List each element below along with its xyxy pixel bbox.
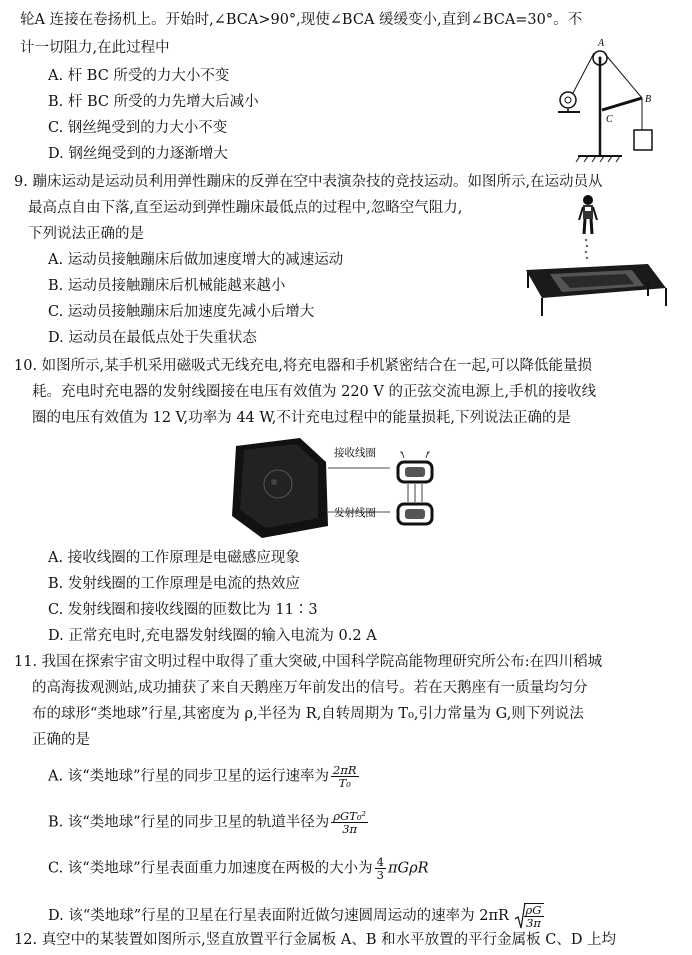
q12-stem-line1: 12. 真空中的某装置如图所示,竖直放置平行金属板 A、B 和水平放置的平行金属板 C、D 上均	[14, 932, 617, 948]
q11-option-d-text: D. 该“类地球”行星的卫星在行星表面附近做匀速圆周运动的速率为 2πR	[48, 908, 509, 924]
q10-charger-figure	[222, 432, 462, 552]
q11-option-c-den: 3	[376, 868, 384, 882]
q11-option-c-tail: πGρR	[387, 860, 429, 877]
q11-option-a-num: 2πR	[333, 763, 357, 777]
q8-label-c: C	[606, 114, 613, 125]
q9-option-c: C. 运动员接触蹦床后加速度先减小后增大	[48, 304, 315, 320]
q10-option-a: A. 接收线圈的工作原理是电磁感应现象	[48, 550, 300, 566]
q11-stem-line1: 11. 我国在探索宇宙文明过程中取得了重大突破,中国科学院高能物理研究所公布:在四川稻城	[14, 654, 603, 670]
q11-option-b	[48, 810, 370, 835]
q11-stem-line2: 的高海拔观测站,成功捕获了来自天鹅座万年前发出的信号。若在天鹅座有一质量均匀分	[32, 680, 588, 696]
q11-option-b-fraction	[331, 810, 368, 835]
q11-option-a	[48, 764, 361, 789]
q8-stem-line2: 计一切阻力,在此过程中	[20, 40, 170, 56]
q9-option-d: D. 运动员在最低点处于失重状态	[48, 330, 257, 346]
q8-option-c: C. 钢丝绳受到的力大小不变	[48, 120, 228, 136]
q11-stem-line3: 布的球形“类地球”行星,其密度为 ρ,半径为 R,自转周期为 T₀,引力常量为 G,则下列说法	[32, 706, 584, 722]
q10-option-d: D. 正常充电时,充电器发射线圈的输入电流为 0.2 A	[48, 628, 377, 644]
q11-stem-line4: 正确的是	[32, 732, 90, 748]
q11-option-b-num: ρGT₀²	[333, 809, 367, 823]
sqrt-radical-icon	[514, 902, 526, 930]
q10-option-c: C. 发射线圈和接收线圈的匝数比为 11∶3	[48, 602, 318, 618]
q8-option-d: D. 钢丝绳受到的力逐渐增大	[48, 146, 228, 162]
q8-option-a: A. 杆 BC 所受的力大小不变	[48, 68, 230, 84]
q9-stem-line1: 9. 蹦床运动是运动员利用弹性蹦床的反弹在空中表演杂技的竞技运动。如图所示,在运动员从	[14, 174, 603, 190]
q9-option-a: A. 运动员接触蹦床后做加速度增大的减速运动	[48, 252, 344, 268]
q10-label-transmit-coil: 发射线圈	[334, 507, 376, 519]
q10-stem-line1: 10. 如图所示,某手机采用磁吸式无线充电,将充电器和手机紧密结合在一起,可以降低能量损	[14, 358, 592, 374]
q8-option-b: B. 杆 BC 所受的力先增大后减小	[48, 94, 259, 110]
q11-option-b-den: 3π	[342, 822, 358, 836]
q8-crane-figure	[550, 38, 680, 168]
q10-stem-line3: 圈的电压有效值为 12 V,功率为 44 W,不计充电过程中的能量损耗,下列说法正确的是	[32, 410, 571, 426]
q11-option-a-den: T₀	[338, 776, 351, 790]
q9-trampoline-figure	[520, 192, 670, 322]
q8-label-a: A	[598, 38, 605, 49]
q9-stem-line3: 下列说法正确的是	[28, 226, 144, 242]
q11-option-d-num: ρG	[525, 903, 542, 917]
q11-option-d	[48, 902, 546, 930]
q11-option-c-fraction	[375, 856, 386, 881]
q9-stem-line2: 最高点自由下落,直至运动到弹性蹦床最低点的过程中,忽略空气阻力,	[28, 200, 463, 216]
q8-stem-line1: 轮A 连接在卷扬机上。开始时,∠BCA>90°,现使∠BCA 缓缓变小,直到∠BCA=30°。不	[20, 12, 583, 28]
q11-option-c	[48, 856, 429, 881]
q11-option-c-text: C. 该“类地球”行星表面重力加速度在两极的大小为	[48, 860, 373, 877]
q11-option-b-text: B. 该“类地球”行星的同步卫星的轨道半径为	[48, 814, 330, 831]
q10-stem-line2: 耗。充电时充电器的发射线圈接在电压有效值为 220 V 的正弦交流电源上,手机的接收线	[32, 384, 597, 400]
q11-option-c-num: 4	[376, 855, 384, 869]
q11-option-a-fraction	[331, 764, 359, 789]
q11-option-d-den: 3π	[526, 916, 541, 930]
q11-option-a-text: A. 该“类地球”行星的同步卫星的运行速率为	[48, 768, 330, 785]
q10-label-receive-coil: 接收线圈	[334, 447, 376, 459]
q10-option-b: B. 发射线圈的工作原理是电流的热效应	[48, 576, 300, 592]
q8-label-b: B	[645, 94, 652, 105]
q9-option-b: B. 运动员接触蹦床后机械能越来越小	[48, 278, 286, 294]
q11-option-d-fraction	[524, 903, 544, 929]
